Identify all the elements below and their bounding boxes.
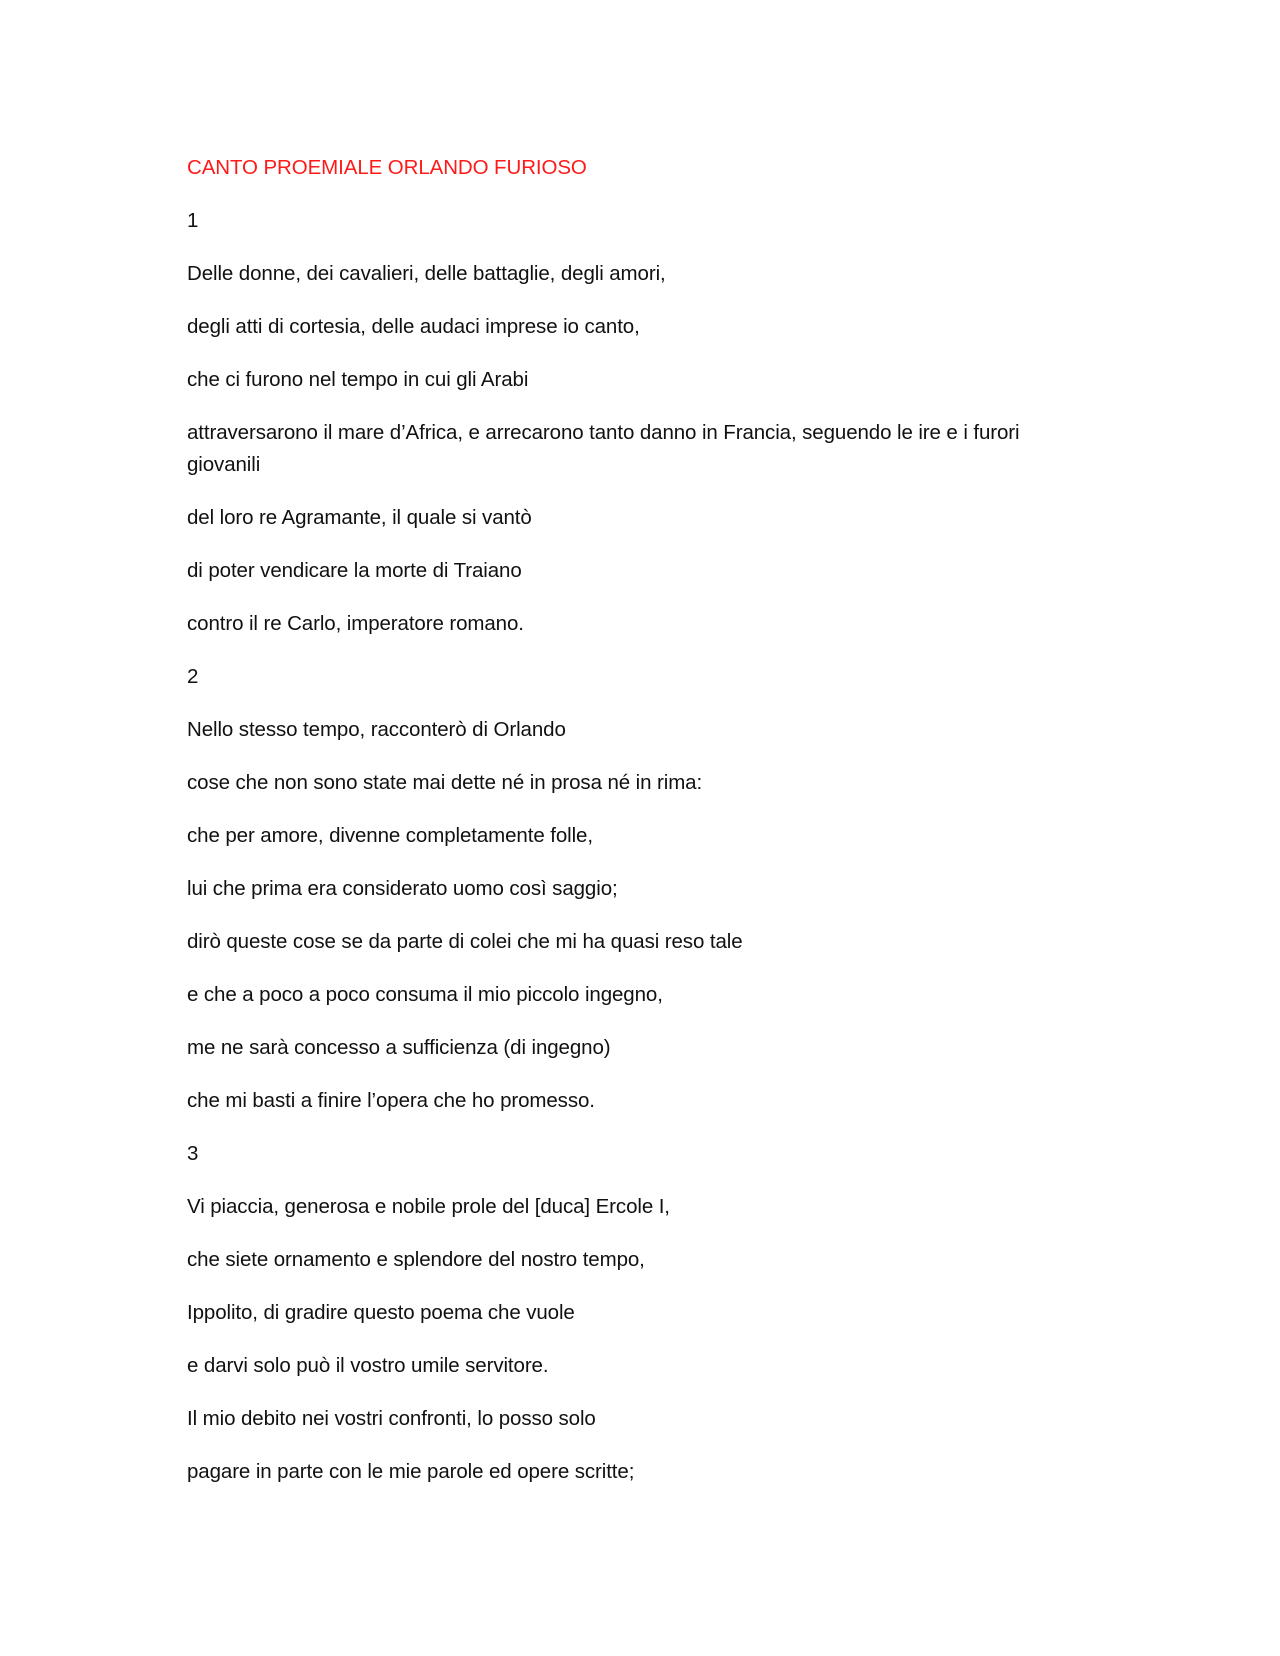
stanza-number-2: 2 bbox=[187, 665, 199, 688]
verse-line: che ci furono nel tempo in cui gli Arabi bbox=[187, 368, 529, 391]
verse-line: di poter vendicare la morte di Traiano bbox=[187, 559, 522, 582]
verse-line: Nello stesso tempo, racconterò di Orlando bbox=[187, 718, 566, 741]
document-body bbox=[187, 152, 1067, 1509]
verse-line: dirò queste cose se da parte di colei che mi ha quasi reso tale bbox=[187, 930, 743, 953]
verse-line: che siete ornamento e splendore del nostro tempo, bbox=[187, 1248, 645, 1271]
verse-line: pagare in parte con le mie parole ed opere scritte; bbox=[187, 1460, 635, 1483]
verse-line: del loro re Agramante, il quale si vantò bbox=[187, 506, 532, 529]
verse-line: attraversarono il mare d’Africa, e arrecarono tanto danno in Francia, seguendo le ire e i furori giovanili bbox=[187, 421, 1020, 476]
verse-line: lui che prima era considerato uomo così saggio; bbox=[187, 877, 618, 900]
verse-line: che mi basti a finire l’opera che ho promesso. bbox=[187, 1089, 595, 1112]
verse-line: contro il re Carlo, imperatore romano. bbox=[187, 612, 524, 635]
stanza-number-3: 3 bbox=[187, 1142, 199, 1165]
verse-line: Il mio debito nei vostri confronti, lo posso solo bbox=[187, 1407, 596, 1430]
verse-line: cose che non sono state mai dette né in prosa né in rima: bbox=[187, 771, 703, 794]
verse-line: Delle donne, dei cavalieri, delle battaglie, degli amori, bbox=[187, 262, 666, 285]
stanza-number-1: 1 bbox=[187, 209, 199, 232]
verse-line: e che a poco a poco consuma il mio piccolo ingegno, bbox=[187, 983, 663, 1006]
verse-line: Ippolito, di gradire questo poema che vuole bbox=[187, 1301, 575, 1324]
verse-line: me ne sarà concesso a sufficienza (di ingegno) bbox=[187, 1036, 611, 1059]
verse-line: e darvi solo può il vostro umile servitore. bbox=[187, 1354, 549, 1377]
verse-line: Vi piaccia, generosa e nobile prole del [duca] Ercole I, bbox=[187, 1195, 670, 1218]
document-title: CANTO PROEMIALE ORLANDO FURIOSO bbox=[187, 156, 587, 179]
verse-line: che per amore, divenne completamente folle, bbox=[187, 824, 593, 847]
verse-line: degli atti di cortesia, delle audaci imprese io canto, bbox=[187, 315, 640, 338]
